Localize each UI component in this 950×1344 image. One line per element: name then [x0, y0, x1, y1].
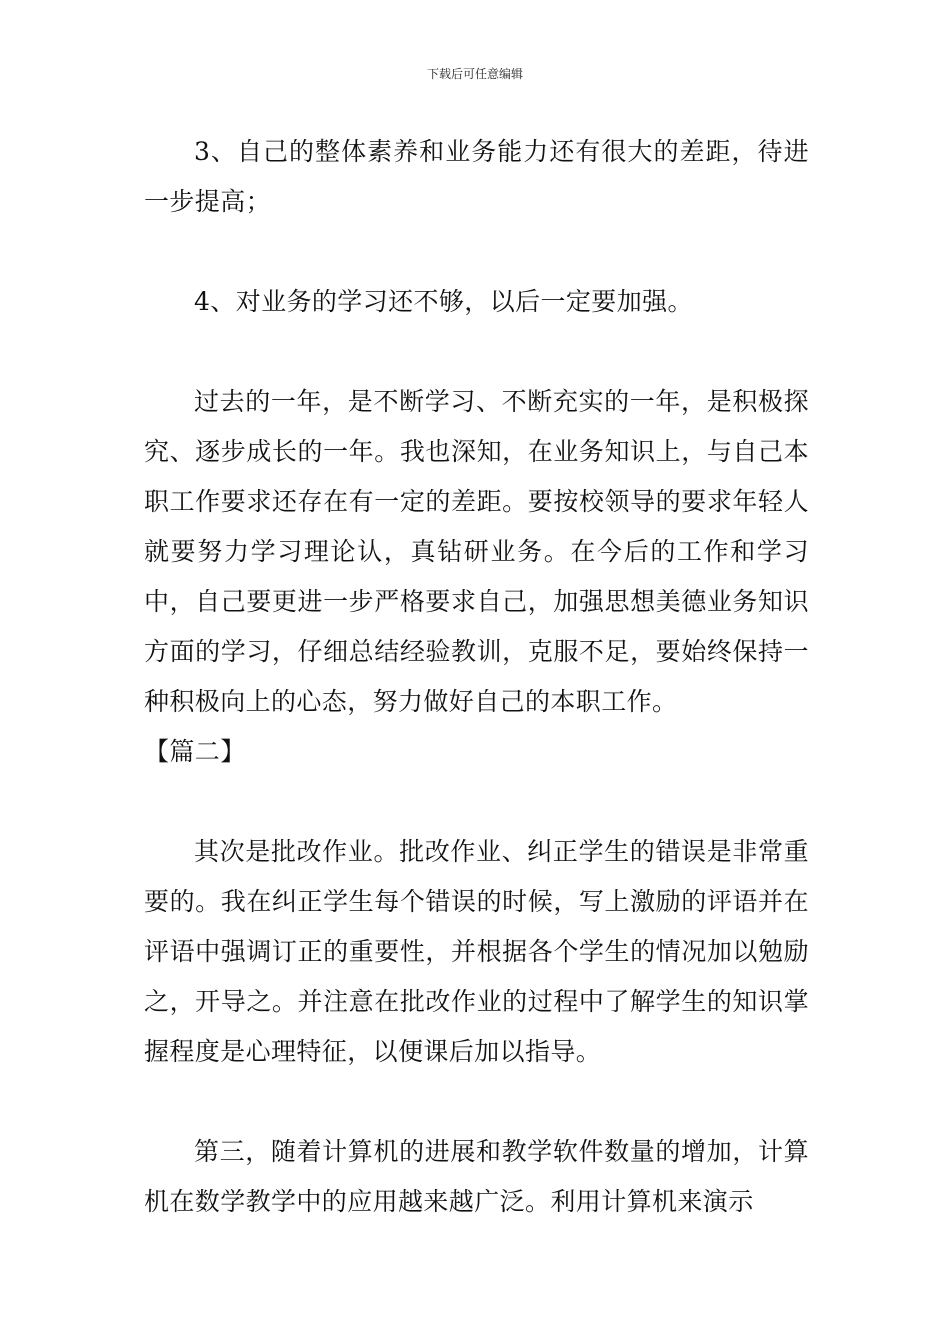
- paragraph-gap: [144, 227, 809, 277]
- paragraph-computer: 第三，随着计算机的进展和教学软件数量的增加，计算机在数学教学中的应用越来越广泛。利用计算机来演示: [144, 1137, 809, 1216]
- document-body: [144, 127, 809, 1227]
- section-heading: 【篇二】: [144, 737, 246, 766]
- paragraph-item-3: 3、自己的整体素养和业务能力还有很大的差距，待进一步提高；: [144, 137, 809, 216]
- paragraph-item-4: 4、对业务的学习还不够，以后一定要加强。: [194, 287, 693, 316]
- paragraph-gap: [144, 777, 809, 827]
- paragraph-gap: [144, 1077, 809, 1127]
- paragraph-gap: [144, 327, 809, 377]
- paragraph-homework: 其次是批改作业。批改作业、纠正学生的错误是非常重要的。我在纠正学生每个错误的时候，写上激励的评语并在评语中强调订正的重要性，并根据各个学生的情况加以勉励之，开导之。并注意在批改作业的过程中了解学生的知识掌握程度是心理特征，以便课后加以指导。: [144, 837, 809, 1066]
- page-header: 下载后可任意编辑: [426, 67, 523, 81]
- paragraph-summary: 过去的一年，是不断学习、不断充实的一年，是积极探究、逐步成长的一年。我也深知，在业务知识上，与自己本职工作要求还存在有一定的差距。要按校领导的要求年轻人就要努力学习理论认，真钻研业务。在今后的工作和学习中，自己要更进一步严格要求自己，加强思想美德业务知识方面的学习，仔细总结经验教训，克服不足，要始终保持一种积极向上的心态，努力做好自己的本职工作。: [144, 387, 809, 716]
